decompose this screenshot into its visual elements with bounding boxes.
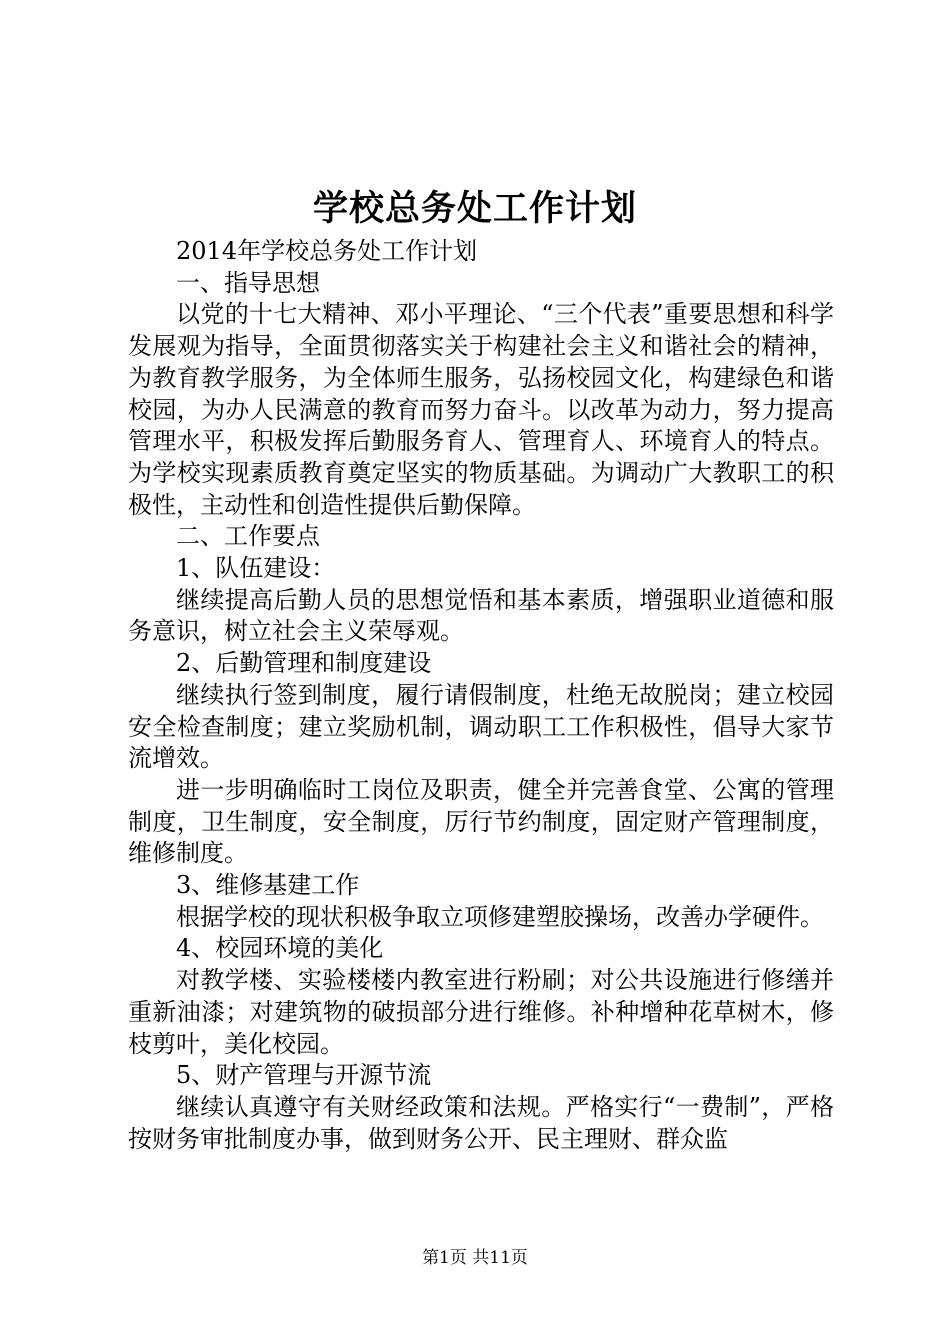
section-heading-work-points: 二、工作要点	[176, 522, 320, 551]
paragraph-subtitle: 2014年学校总务处工作计划	[176, 237, 478, 265]
subheading-maintenance-construction: 3、维修基建工作	[176, 871, 360, 900]
page-footer: 第1页 共11页	[422, 1248, 528, 1268]
paragraph-logistics-management: 继续执行签到制度，履行请假制度，杜绝无故脱岗；建立校园安全检查制度；建立奖励机制，调动职工工作积极性，倡导大家节流增效。	[128, 680, 834, 773]
section-heading-guiding-thought: 一、指导思想	[176, 268, 320, 297]
page-title: 学校总务处工作计划	[312, 188, 637, 229]
paragraph-property-management: 继续认真遵守有关财经政策和法规。严格实行“一费制”，严格按财务审批制度办事，做到财务公开、民主理财、群众监	[128, 1092, 834, 1153]
paragraph-maintenance-construction: 根据学校的现状积极争取立项修建塑胶操场，改善办学硬件。	[176, 902, 824, 931]
subheading-campus-beautification: 4、校园环境的美化	[176, 934, 384, 963]
subheading-logistics-management: 2、后勤管理和制度建设	[176, 649, 432, 678]
paragraph-guiding-thought: 以党的十七大精神、邓小平理论、“三个代表”重要思想和科学发展观为指导，全面贯彻落实关于构建社会主义和谐社会的精神，为教育教学服务，为全体师生服务，弘扬校园文化，构建绿色和谐校园，为办人民满意的教育而努力奋斗。以改革为动力，努力提高管理水平，积极发挥后勤服务育人、管理育人、环境育人的特点。为学校实现素质教育奠定坚实的物质基础。为调动广大教职工的积极性，主动性和创造性提供后勤保障。	[128, 300, 834, 519]
paragraph-campus-beautification: 对教学楼、实验楼楼内教室进行粉刷；对公共设施进行修缮并重新油漆；对建筑物的破损部分进行维修。补种增种花草树木，修枝剪叶，美化校园。	[128, 966, 834, 1058]
subheading-team-building: 1、队伍建设：	[176, 554, 336, 583]
subheading-property-management: 5、财产管理与开源节流	[176, 1061, 432, 1090]
paragraph-team-building: 继续提高后勤人员的思想觉悟和基本素质，增强职业道德和服务意识，树立社会主义荣辱观。	[128, 585, 834, 646]
paragraph-temporary-staff: 进一步明确临时工岗位及职责，健全并完善食堂、公寓的管理制度，卫生制度，安全制度，厉行节约制度，固定财产管理制度，维修制度。	[128, 775, 834, 868]
document-body	[128, 236, 834, 1155]
